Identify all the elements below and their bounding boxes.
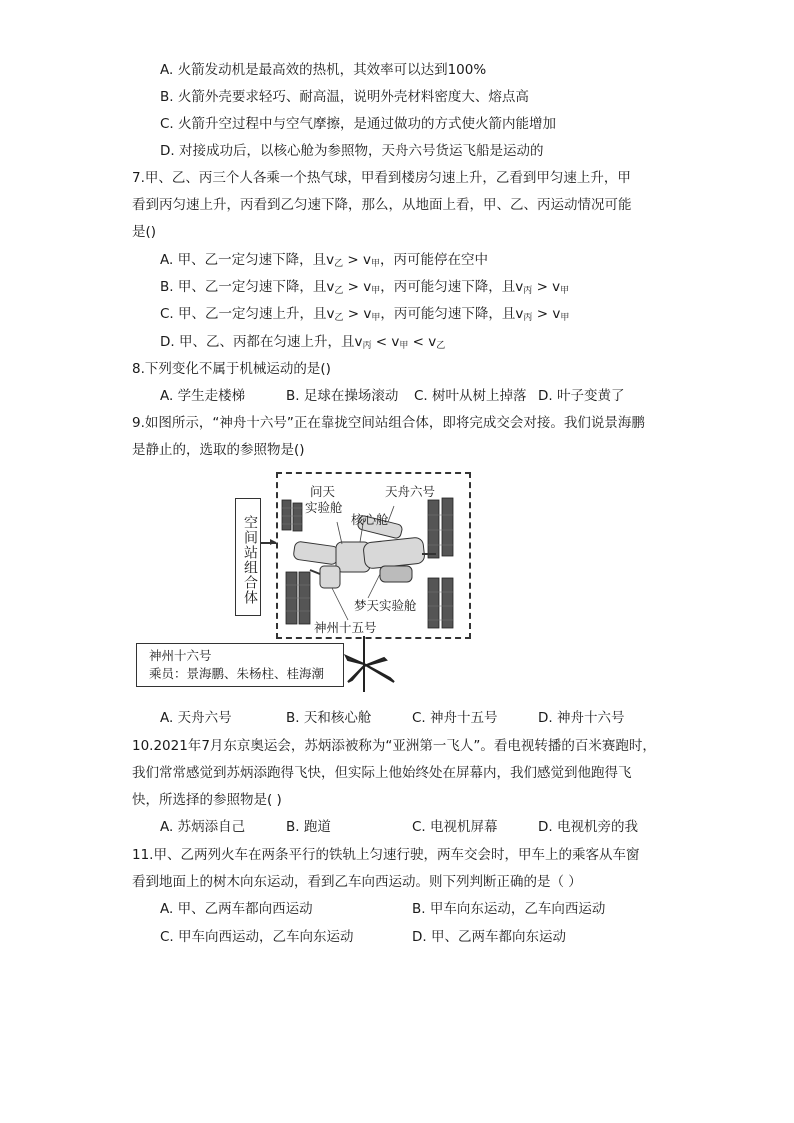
q8-option-b: B. 足球在操场滚动 (286, 388, 399, 404)
q9-stem-line2: 是静止的，选取的参照物是() (132, 442, 305, 458)
q7-option-b: B. 甲、乙一定匀速下降，且$v_乙 > v_甲$，丙可能匀速下降，且$v_丙 > v_甲$ (160, 279, 570, 296)
module-segment (380, 566, 412, 582)
wentian-module (293, 541, 339, 565)
q10-option-b: B. 跑道 (286, 819, 331, 835)
q8-option-d: D. 叶子变黄了 (538, 388, 625, 404)
label-core: 核心舱 (351, 512, 389, 527)
q11-stem-line2: 看到地面上的树木向东运动，看到乙车向西运动。则下列判断正确的是（ ） (132, 874, 582, 890)
q6-option-d: D. 对接成功后，以核心舱为参照物，天舟六号货运飞船是运动的 (160, 143, 544, 159)
q9-stem-line1: 9.如图所示，“神舟十六号”正在靠拢空间站组合体，即将完成交会对接。我们说景海鹏 (132, 415, 645, 431)
q10-stem-line2: 我们常常感觉到苏炳添跑得飞快，但实际上他始终处在屏幕内，我们感觉到他跑得飞 (132, 765, 632, 781)
solar-panel (282, 500, 291, 530)
label-wentian-line2: 实验舱 (305, 500, 343, 515)
shenzhou16-panel (348, 666, 364, 682)
label-mengtian: 梦天实验舱 (354, 598, 417, 613)
q9-option-a: A. 天舟六号 (160, 710, 232, 726)
mengtian-module (363, 537, 425, 569)
q11-stem-line1: 11.甲、乙两列火车在两条平行的铁轨上匀速行驶，两车交会时，甲车上的乘客从车窗 (132, 847, 640, 863)
q10-stem-line1: 10.2021年7月东京奥运会，苏炳添被称为“亚洲第一飞人”。看电视转播的百米赛跑时， (132, 738, 656, 754)
q10-option-d: D. 电视机旁的我 (538, 819, 638, 835)
q10-option-a: A. 苏炳添自己 (160, 819, 246, 835)
q6-option-a: A. 火箭发动机是最高效的热机，其效率可以达到100% (160, 62, 487, 78)
solar-panel (293, 503, 302, 531)
q8-stem: 8.下列变化不属于机械运动的是() (132, 361, 331, 377)
solar-panel (442, 578, 453, 628)
station-callout (235, 498, 261, 616)
label-crew: 乘员：景海鹏、朱杨柱、桂海潮 (149, 666, 325, 681)
shenzhou15-module (320, 566, 340, 588)
q11-option-a: A. 甲、乙两车都向西运动 (160, 901, 313, 917)
shenzhou16-panel (346, 656, 364, 664)
q6-option-c: C. 火箭升空过程中与空气摩擦，是通过做功的方式使火箭内能增加 (160, 116, 557, 132)
q7-stem-line3: 是() (132, 224, 157, 240)
q10-option-c: C. 电视机屏幕 (412, 819, 498, 835)
label-tianzhou: 天舟六号 (385, 484, 436, 499)
q6-option-b: B. 火箭外壳要求轻巧、耐高温，说明外壳材料密度大、熔点高 (160, 89, 529, 105)
q11-option-b: B. 甲车向东运动，乙车向西运动 (412, 901, 606, 917)
solar-panel (442, 498, 453, 556)
q10-stem-line3: 快，所选择的参照物是( ) (132, 792, 282, 808)
q7-option-d: D. 甲、乙、丙都在匀速上升，且$v_丙 < v_甲 < v_乙$ (160, 334, 446, 351)
shenzhou16-callout (136, 643, 344, 687)
q7-option-a: A. 甲、乙一定匀速下降，且$v_乙 > v_甲$，丙可能停在空中 (160, 252, 488, 269)
solar-panel (428, 578, 439, 628)
q8-option-c: C. 树叶从树上掉落 (414, 388, 527, 404)
q9-option-c: C. 神舟十五号 (412, 710, 498, 726)
q9-option-d: D. 神舟十六号 (538, 710, 625, 726)
q9-option-b: B. 天和核心舱 (286, 710, 372, 726)
q11-option-c: C. 甲车向西运动，乙车向东运动 (160, 929, 354, 945)
label-shenzhou15: 神州十五号 (314, 620, 377, 635)
q8-option-a: A. 学生走楼梯 (160, 388, 246, 404)
station-callout-pointer (261, 542, 276, 544)
shenzhou16-panel (364, 658, 386, 666)
label-shenzhou16: 神州十六号 (149, 648, 212, 663)
station-label: 空间站组合体 (242, 515, 258, 605)
solar-panel (428, 500, 439, 558)
label-wentian-line1: 问天 (310, 484, 336, 499)
q7-stem-line1: 7.甲、乙、丙三个人各乘一个热气球，甲看到楼房匀速上升，乙看到甲匀速上升，甲 (132, 170, 631, 186)
shenzhou16-panel (364, 664, 394, 682)
q7-stem-line2: 看到丙匀速上升，丙看到乙匀速下降，那么，从地面上看，甲、乙、丙运动情况可能 (132, 197, 632, 213)
q7-option-c: C. 甲、乙一定匀速上升，且$v_乙 > v_甲$，丙可能匀速下降，且$v_丙 > v_甲$ (160, 306, 570, 323)
space-station-figure (132, 470, 477, 692)
q11-option-d: D. 甲、乙两车都向东运动 (412, 929, 566, 945)
